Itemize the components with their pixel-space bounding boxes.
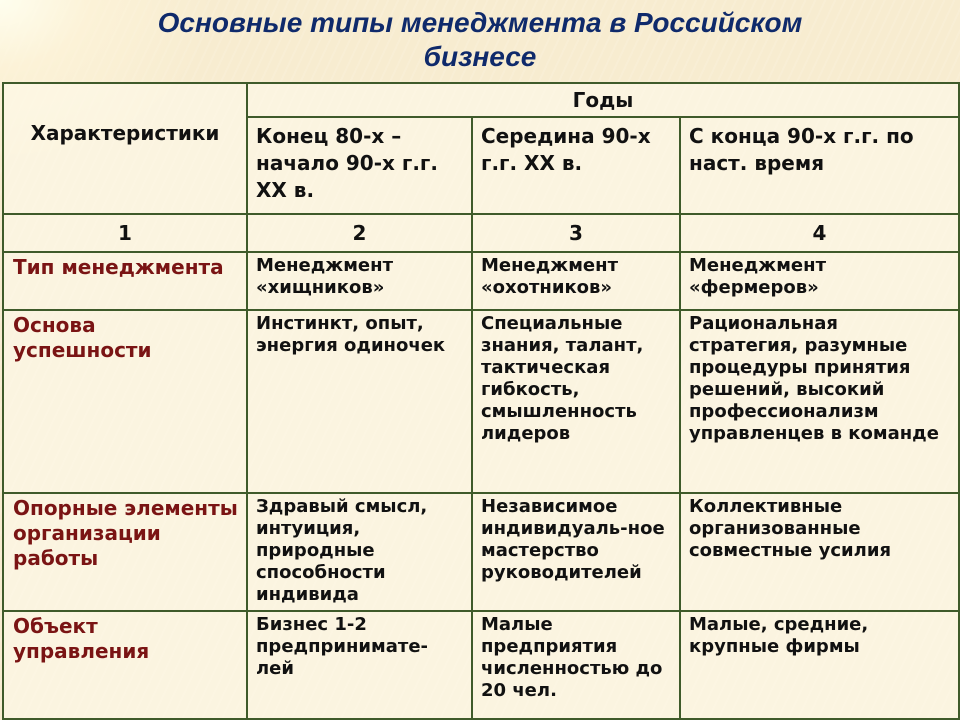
table-cell: Инстинкт, опыт, энергия одиночек xyxy=(247,310,472,493)
table-cell: Рациональная стратегия, разумные процедуры принятия решений, высокий профессионализм управленцев в команде xyxy=(680,310,959,493)
header-period-2: Середина 90-х г.г. XX в. xyxy=(472,117,680,214)
row-label: Тип менеджмента xyxy=(3,252,247,310)
row-label: Объект управления xyxy=(3,611,247,719)
table-row xyxy=(3,252,959,310)
page-title xyxy=(0,6,960,74)
table-cell: Независимое индивидуаль-ное мастерство руководителей xyxy=(472,493,680,611)
column-number-1: 1 xyxy=(3,214,247,252)
header-characteristics: Характеристики xyxy=(3,83,247,214)
row-label: Опорные элементы организации работы xyxy=(3,493,247,611)
column-number-4: 4 xyxy=(680,214,959,252)
management-types-table xyxy=(2,82,960,720)
row-label: Основа успешности xyxy=(3,310,247,493)
table-cell: Бизнес 1-2 предпринимате-лей xyxy=(247,611,472,719)
column-number-2: 2 xyxy=(247,214,472,252)
header-period-3: С конца 90-х г.г. по наст. время xyxy=(680,117,959,214)
table-cell: Здравый смысл, интуиция, природные способности индивида xyxy=(247,493,472,611)
header-years: Годы xyxy=(247,83,959,117)
column-number-3: 3 xyxy=(472,214,680,252)
table-row xyxy=(3,493,959,611)
table-cell: Малые предприятия численностью до 20 чел. xyxy=(472,611,680,719)
table-row xyxy=(3,611,959,719)
table-cell: Малые, средние, крупные фирмы xyxy=(680,611,959,719)
table-cell: Коллективные организованные совместные усилия xyxy=(680,493,959,611)
title-line-1: Основные типы менеджмента в Российском xyxy=(157,7,803,38)
table-cell: Менеджмент «хищников» xyxy=(247,252,472,310)
table-row xyxy=(3,310,959,493)
title-line-2: бизнесе xyxy=(423,41,537,72)
table-cell: Менеджмент «охотников» xyxy=(472,252,680,310)
table-cell: Специальные знания, талант, тактическая гибкость, смышленность лидеров xyxy=(472,310,680,493)
header-period-1: Конец 80-х – начало 90-х г.г. XX в. xyxy=(247,117,472,214)
table-cell: Менеджмент «фермеров» xyxy=(680,252,959,310)
